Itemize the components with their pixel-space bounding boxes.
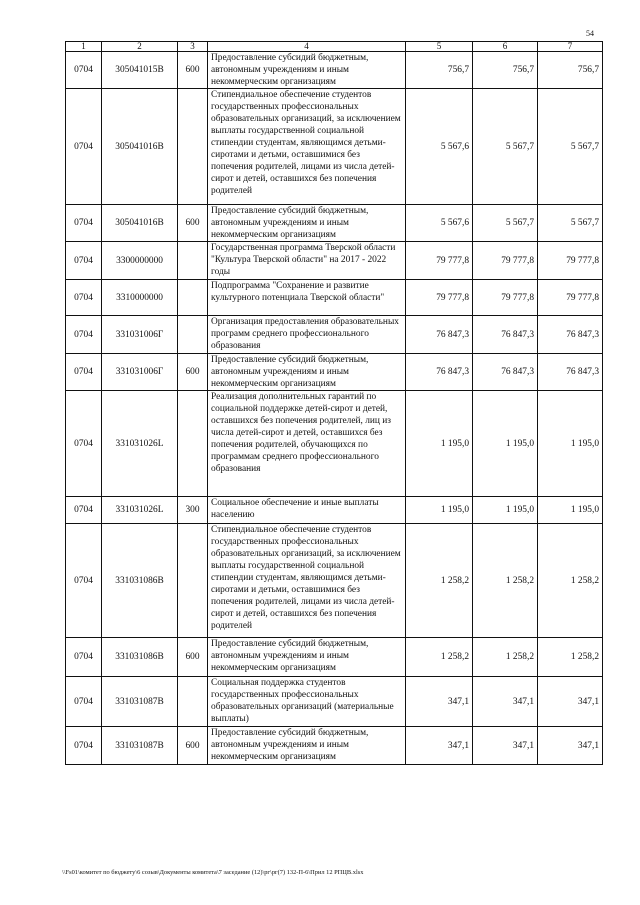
amount-col7-cell: 347,1 <box>538 727 603 765</box>
section-code-cell: 0704 <box>66 52 102 89</box>
amount-col7-cell: 1 258,2 <box>538 524 603 638</box>
amount-col6-cell: 1 195,0 <box>473 391 538 497</box>
table-row <box>66 524 603 638</box>
item-name-cell: Подпрограмма "Сохранение и развитие культурного потенциала Тверской области" <box>208 280 406 316</box>
expense-type-cell <box>178 242 208 280</box>
item-name-cell: Реализация дополнительных гарантий по социальной поддержке детей-сирот и детей, оставшихся без попечения родителей, лиц из числа детей-сирот и детей, оставшихся без попечения родителей, обучающихся по программам среднего профессионального образования <box>208 391 406 497</box>
section-code-cell: 0704 <box>66 354 102 391</box>
amount-col5-cell: 1 195,0 <box>406 497 473 524</box>
item-name-cell: Предоставление субсидий бюджетным, автономным учреждениям и иным некоммерческим организациям <box>208 354 406 391</box>
section-code-cell: 0704 <box>66 89 102 205</box>
table-row <box>66 677 603 727</box>
target-article-cell: 305041015В <box>102 52 178 89</box>
amount-col7-cell: 76 847,3 <box>538 354 603 391</box>
target-article-cell: 331031086В <box>102 638 178 677</box>
amount-col5-cell: 79 777,8 <box>406 242 473 280</box>
item-name-cell: Предоставление субсидий бюджетным, автономным учреждениям и иным некоммерческим организациям <box>208 638 406 677</box>
expense-type-cell <box>178 89 208 205</box>
table-row <box>66 89 603 205</box>
expense-type-cell: 600 <box>178 638 208 677</box>
table-row <box>66 242 603 280</box>
item-name-cell: Организация предоставления образовательных программ среднего профессионального образования <box>208 316 406 354</box>
header-col-7: 7 <box>538 42 603 52</box>
header-col-3: 3 <box>178 42 208 52</box>
table-row <box>66 205 603 242</box>
target-article-cell: 305041016В <box>102 205 178 242</box>
table-row <box>66 497 603 524</box>
amount-col5-cell: 5 567,6 <box>406 205 473 242</box>
amount-col7-cell: 76 847,3 <box>538 316 603 354</box>
amount-col6-cell: 347,1 <box>473 677 538 727</box>
header-col-6: 6 <box>473 42 538 52</box>
item-name-cell: Стипендиальное обеспечение студентов государственных профессиональных образовательных организаций, за исключением выплаты государственной социальной стипендии студентам, являющимся детьми-сиротами и детьми, оставшимися без попечения родителей, лицами из числа детей-сирот и детей, оставшихся без попечения родителей <box>208 524 406 638</box>
target-article-cell: 331031026L <box>102 391 178 497</box>
target-article-cell: 331031006Г <box>102 354 178 391</box>
table-header-row <box>66 42 603 52</box>
amount-col5-cell: 79 777,8 <box>406 280 473 316</box>
table-row <box>66 52 603 89</box>
table-row <box>66 354 603 391</box>
expense-type-cell <box>178 316 208 354</box>
table-row <box>66 316 603 354</box>
table-row <box>66 280 603 316</box>
amount-col7-cell: 1 258,2 <box>538 638 603 677</box>
item-name-cell: Предоставление субсидий бюджетным, автономным учреждениям и иным некоммерческим организациям <box>208 205 406 242</box>
amount-col6-cell: 756,7 <box>473 52 538 89</box>
amount-col5-cell: 347,1 <box>406 677 473 727</box>
expense-type-cell <box>178 677 208 727</box>
section-code-cell: 0704 <box>66 205 102 242</box>
amount-col5-cell: 1 195,0 <box>406 391 473 497</box>
expense-type-cell: 600 <box>178 52 208 89</box>
section-code-cell: 0704 <box>66 524 102 638</box>
amount-col6-cell: 1 258,2 <box>473 638 538 677</box>
table-row <box>66 727 603 765</box>
amount-col6-cell: 1 195,0 <box>473 497 538 524</box>
section-code-cell: 0704 <box>66 316 102 354</box>
header-col-2: 2 <box>102 42 178 52</box>
amount-col7-cell: 79 777,8 <box>538 280 603 316</box>
target-article-cell: 3310000000 <box>102 280 178 316</box>
expense-type-cell <box>178 524 208 638</box>
header-col-5: 5 <box>406 42 473 52</box>
amount-col5-cell: 1 258,2 <box>406 524 473 638</box>
amount-col5-cell: 5 567,6 <box>406 89 473 205</box>
expense-type-cell: 600 <box>178 205 208 242</box>
expense-type-cell: 600 <box>178 727 208 765</box>
target-article-cell: 331031086В <box>102 524 178 638</box>
section-code-cell: 0704 <box>66 280 102 316</box>
amount-col7-cell: 347,1 <box>538 677 603 727</box>
amount-col6-cell: 79 777,8 <box>473 280 538 316</box>
amount-col6-cell: 79 777,8 <box>473 242 538 280</box>
target-article-cell: 331031026L <box>102 497 178 524</box>
amount-col6-cell: 347,1 <box>473 727 538 765</box>
header-col-4: 4 <box>208 42 406 52</box>
amount-col6-cell: 5 567,7 <box>473 205 538 242</box>
amount-col5-cell: 76 847,3 <box>406 354 473 391</box>
amount-col7-cell: 79 777,8 <box>538 242 603 280</box>
amount-col6-cell: 76 847,3 <box>473 354 538 391</box>
header-col-1: 1 <box>66 42 102 52</box>
expense-type-cell: 600 <box>178 354 208 391</box>
amount-col6-cell: 1 258,2 <box>473 524 538 638</box>
amount-col7-cell: 756,7 <box>538 52 603 89</box>
target-article-cell: 331031006Г <box>102 316 178 354</box>
table-row <box>66 391 603 497</box>
amount-col7-cell: 5 567,7 <box>538 89 603 205</box>
section-code-cell: 0704 <box>66 677 102 727</box>
amount-col5-cell: 76 847,3 <box>406 316 473 354</box>
item-name-cell: Социальное обеспечение и иные выплаты населению <box>208 497 406 524</box>
section-code-cell: 0704 <box>66 242 102 280</box>
amount-col7-cell: 5 567,7 <box>538 205 603 242</box>
item-name-cell: Социальная поддержка студентов государственных профессиональных образовательных организаций (материальные выплаты) <box>208 677 406 727</box>
amount-col7-cell: 1 195,0 <box>538 391 603 497</box>
table-row <box>66 638 603 677</box>
item-name-cell: Предоставление субсидий бюджетным, автономным учреждениям и иным некоммерческим организациям <box>208 727 406 765</box>
item-name-cell: Стипендиальное обеспечение студентов государственных профессиональных образовательных организаций, за исключением выплаты государственной социальной стипендии студентам, являющимся детьми-сиротами и детьми, оставшимися без попечения родителей, лицами из числа детей-сирот и детей, оставшихся без попечения родителей <box>208 89 406 205</box>
amount-col5-cell: 1 258,2 <box>406 638 473 677</box>
section-code-cell: 0704 <box>66 391 102 497</box>
expense-type-cell <box>178 391 208 497</box>
target-article-cell: 331031087В <box>102 677 178 727</box>
target-article-cell: 3300000000 <box>102 242 178 280</box>
section-code-cell: 0704 <box>66 497 102 524</box>
target-article-cell: 305041016В <box>102 89 178 205</box>
section-code-cell: 0704 <box>66 638 102 677</box>
amount-col5-cell: 347,1 <box>406 727 473 765</box>
item-name-cell: Предоставление субсидий бюджетным, автономным учреждениям и иным некоммерческим организациям <box>208 52 406 89</box>
amount-col7-cell: 1 195,0 <box>538 497 603 524</box>
amount-col6-cell: 5 567,7 <box>473 89 538 205</box>
budget-table <box>65 41 603 765</box>
amount-col6-cell: 76 847,3 <box>473 316 538 354</box>
amount-col5-cell: 756,7 <box>406 52 473 89</box>
expense-type-cell <box>178 280 208 316</box>
expense-type-cell: 300 <box>178 497 208 524</box>
page-number: 54 <box>586 29 594 38</box>
file-path-footer: \\Fs01\комитет по бюджету\6 созыв\Документы комитета\7 заседание (12)\рг\рг(7) 132-П-6\Прил 12 РПЦВ.xlsx <box>62 869 364 876</box>
item-name-cell: Государственная программа Тверской области "Культура Тверской области" на 2017 - 2022 годы <box>208 242 406 280</box>
section-code-cell: 0704 <box>66 727 102 765</box>
target-article-cell: 331031087В <box>102 727 178 765</box>
